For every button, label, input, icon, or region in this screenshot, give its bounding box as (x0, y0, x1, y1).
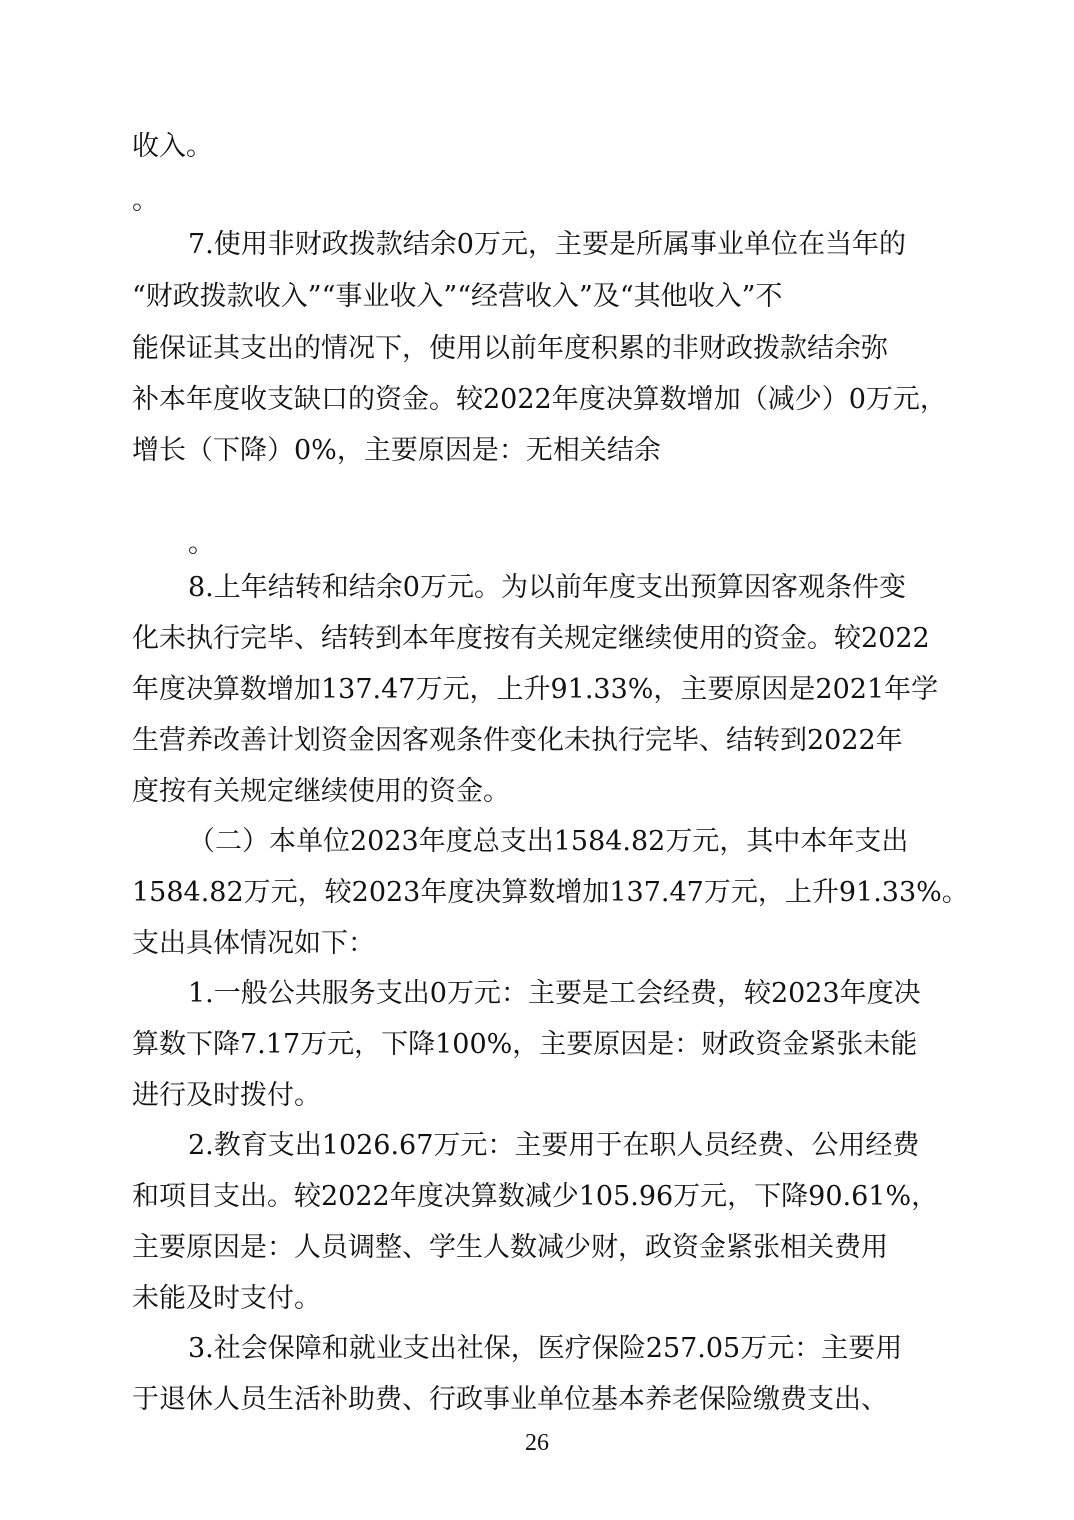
item-1-line-3: 进行及时拨付。 (132, 1080, 321, 1111)
paragraph-7-line-4: 补本年度收支缺口的资金。较2022年度决算数增加（减少）0万元， (132, 384, 947, 415)
paragraph-8-line-1: 8.上年结转和结余0万元。为以前年度支出预算因客观条件变 (188, 572, 906, 603)
item-2-line-1: 2.教育支出1026.67万元：主要用于在职人员经费、公用经费 (188, 1130, 920, 1161)
paragraph-8-line-2: 化未执行完毕、结转到本年度按有关规定继续使用的资金。较2022 (132, 623, 930, 654)
item-1-line-2: 算数下降7.17万元，下降100%，主要原因是：财政资金紧张未能 (132, 1029, 918, 1060)
item-2-line-3: 主要原因是：人员调整、学生人数减少财，政资金紧张相关费用 (132, 1232, 888, 1263)
item-1-line-1: 1.一般公共服务支出0万元：主要是工会经费，较2023年度决 (188, 978, 921, 1009)
paragraph-8-line-3: 年度决算数增加137.47万元，上升91.33%，主要原因是2021年学 (132, 674, 939, 705)
section-two-line-3: 支出具体情况如下： (132, 928, 375, 959)
item-2-line-4: 未能及时支付。 (132, 1283, 321, 1314)
item-3-line-2: 于退休人员生活补助费、行政事业单位基本养老保险缴费支出、 (132, 1384, 888, 1415)
paragraph-7-line-3: 能保证其支出的情况下，使用以前年度积累的非财政拨款结余弥 (132, 333, 888, 364)
paragraph-7-line-1: 7.使用非财政拨款结余0万元，主要是所属事业单位在当年的 (188, 229, 906, 260)
paragraph-7-line-5: 增长（下降）0%，主要原因是：无相关结余 (132, 435, 661, 466)
item-3-line-1: 3.社会保障和就业支出社保，医疗保险257.05万元：主要用 (188, 1333, 903, 1364)
item-2-line-2: 和项目支出。较2022年度决算数减少105.96万元，下降90.61%， (132, 1181, 939, 1212)
section-two-line-2: 1584.82万元，较2023年度决算数增加137.47万元，上升91.33%。 (132, 877, 969, 908)
section-two-line-1: （二）本单位2023年度总支出1584.82万元，其中本年支出 (188, 826, 909, 857)
text-line-1: 收入。 (132, 131, 213, 162)
paragraph-8-line-5: 度按有关规定继续使用的资金。 (132, 776, 510, 807)
text-line-2: 。 (132, 185, 159, 216)
paragraph-8-line-4: 生营养改善计划资金因客观条件变化未执行完毕、结转到2022年 (132, 725, 903, 756)
paragraph-7-line-2: “财政拨款收入”“事业收入”“经营收入”及“其他收入”不 (132, 281, 783, 312)
page-number: 26 (525, 1430, 549, 1456)
text-line-period: 。 (188, 528, 215, 559)
